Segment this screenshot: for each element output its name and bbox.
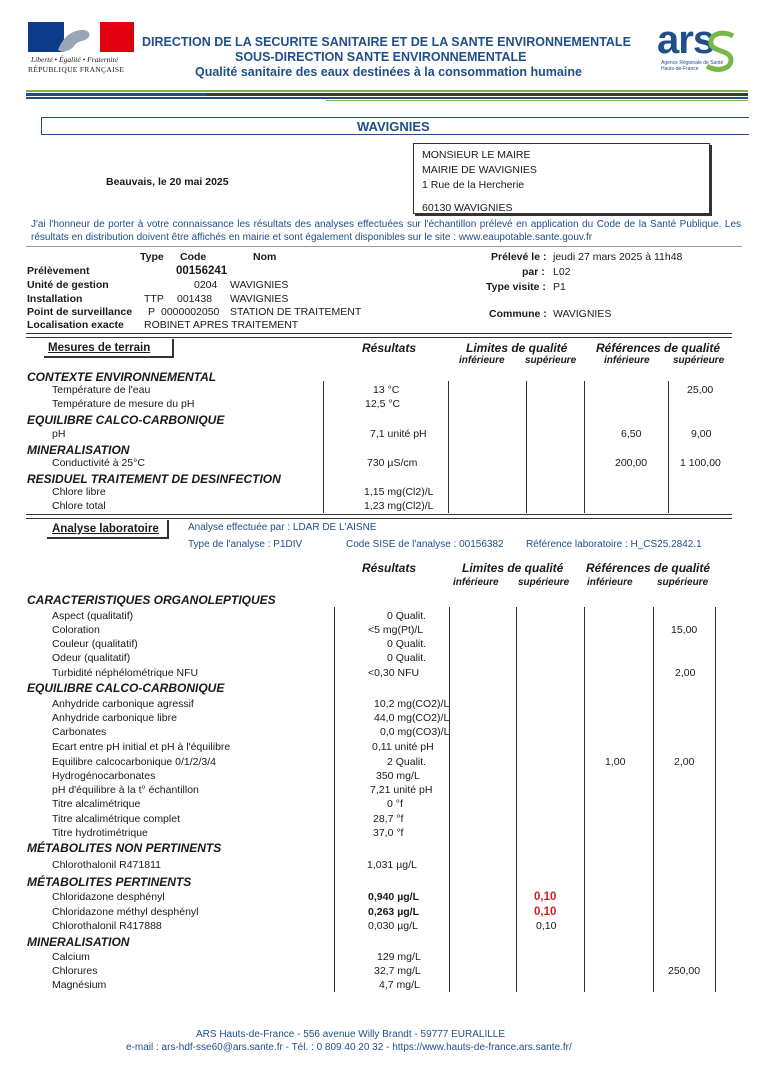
labo-row-ref-sup: 15,00 — [671, 624, 698, 636]
commune-value: WAVIGNIES — [553, 308, 612, 320]
labo-row-name: Anhydride carbonique libre — [52, 712, 177, 724]
labo-row-result: 0,0 mg(CO3)/L — [380, 726, 450, 738]
terrain-h-resultats: Résultats — [362, 341, 417, 355]
ars-sub-1: Agence Régionale de Santé — [661, 60, 724, 66]
marianne-motto: Liberté • Égalité • Fraternité — [31, 55, 118, 64]
labo-col-line — [334, 607, 335, 992]
labo-row-result: 7,21 unité pH — [370, 784, 433, 796]
labo-h-references: Références de qualité — [586, 561, 711, 575]
labo-row-result: 0 °f — [387, 798, 403, 810]
terrain-section-contexte: CONTEXTE ENVIRONNEMENTAL — [27, 370, 217, 384]
header-title-1: DIRECTION DE LA SECURITE SANITAIRE ET DE LA SANTE ENVIRONNEMENTALE — [142, 35, 631, 49]
terrain-row-ref-sup: 9,00 — [691, 428, 712, 440]
labo-row-result: 28,7 °f — [373, 813, 404, 825]
marianne-republique: RÉPUBLIQUE FRANÇAISE — [28, 65, 125, 74]
meta-h-nom: Nom — [253, 251, 277, 263]
labo-row-name: Chloridazone desphényl — [52, 891, 165, 903]
labo-row-name: Chlorothalonil R471811 — [52, 859, 161, 871]
labo-col-line — [715, 607, 716, 992]
labo-row-result: 2 Qualit. — [387, 756, 427, 768]
labo-row-result: 0,263 µg/L — [368, 906, 419, 918]
labo-h-ref-inf: inférieure — [587, 577, 633, 588]
labo-section-non-pertinents: MÉTABOLITES NON PERTINENTS — [27, 841, 222, 855]
terrain-h-ref-sup: supérieure — [673, 355, 725, 366]
labo-row-name: Titre alcalimétrique — [52, 798, 141, 810]
labo-row-result: 44,0 mg(CO2)/L — [374, 712, 450, 724]
labo-row-name: Couleur (qualitatif) — [52, 638, 138, 650]
labo-row-name: Titre alcalimétrique complet — [52, 813, 180, 825]
labo-title-box — [47, 520, 169, 539]
labo-row-result: 0,940 µg/L — [368, 891, 419, 903]
installation-code: 001438 — [177, 293, 213, 305]
date-line: Beauvais, le 20 mai 2025 — [106, 176, 229, 188]
prelevement-label: Prélèvement — [27, 265, 90, 277]
terrain-row-ref-sup: 1 100,00 — [680, 457, 721, 469]
labo-title: Analyse laboratoire — [52, 523, 159, 535]
terrain-row-result: 12,5 °C — [365, 398, 401, 410]
labo-col-line — [584, 607, 585, 992]
labo-row-result: 4,7 mg/L — [379, 979, 420, 991]
terrain-row-name: Température de mesure du pH — [52, 398, 195, 410]
ars-logo-text: ars — [657, 18, 715, 62]
marianne-logo — [28, 22, 136, 76]
labo-row-result: 37,0 °f — [373, 827, 404, 839]
visite-value: P1 — [553, 281, 566, 293]
terrain-h-ref-inf: inférieure — [604, 355, 650, 366]
address-line-3: 1 Rue de la Hercherie — [422, 179, 525, 191]
terrain-row-name: Chlore libre — [52, 486, 106, 498]
labo-row-name: Chlorures — [52, 965, 98, 977]
footer-line-2: e-mail : ars-hdf-sse60@ars.sante.fr - Tél. : 0 809 40 20 32 - https://www.hauts-de-france.ars.sante.fr/ — [126, 1042, 572, 1053]
terrain-row-result: 730 µS/cm — [367, 457, 418, 469]
labo-row-result: <0,30 NFU — [368, 667, 420, 679]
ars-s-icon — [703, 30, 739, 74]
installation-type: TTP — [144, 293, 164, 305]
header-title-2: SOUS-DIRECTION SANTE ENVIRONNEMENTALE — [235, 50, 527, 64]
terrain-section-residuel: RESIDUEL TRAITEMENT DE DESINFECTION — [27, 472, 281, 486]
labo-h-lim-sup: supérieure — [518, 577, 570, 588]
terrain-row-name: Température de l'eau — [52, 384, 151, 396]
labo-h-limites: Limites de qualité — [462, 561, 564, 575]
labo-type: Type de l'analyse : P1DIV — [188, 539, 303, 550]
labo-row-name: Coloration — [52, 624, 100, 636]
par-value: L02 — [553, 266, 571, 278]
labo-row-result: 129 mg/L — [377, 951, 421, 963]
terrain-h-lim-inf: inférieure — [459, 355, 505, 366]
labo-row-name: Ecart entre pH initial et pH à l'équilibre — [52, 741, 231, 753]
labo-row-lim-sup: 0,10 — [534, 906, 557, 918]
unite-code: 0204 — [194, 279, 218, 291]
labo-row-name: Chlorothalonil R417888 — [52, 920, 162, 932]
labo-row-result: 1,031 µg/L — [367, 859, 417, 871]
terrain-h-lim-sup: supérieure — [525, 355, 577, 366]
terrain-top-rule — [26, 333, 732, 338]
installation-label: Installation — [27, 293, 83, 305]
terrain-section-mineralisation: MINERALISATION — [27, 443, 130, 457]
terrain-title-box — [44, 339, 174, 358]
intro-text: J'ai l'honneur de porter à votre connaissance les résultats des analyses effectuées sur l'échantillon prélevé en application du Code de la Santé Publique. Les résultats en distribution doivent être affichés en mairie et sont également disponibles sur le site : www.eaupotable.sante.gouv.fr — [31, 219, 741, 243]
terrain-row-result: 7,1 unité pH — [370, 428, 427, 440]
point-nom: STATION DE TRAITEMENT — [230, 306, 362, 318]
terrain-row-result: 1,23 mg(Cl2)/L — [364, 500, 434, 512]
labo-row-result: 0 Qualit. — [387, 638, 427, 650]
labo-row-ref-sup: 2,00 — [675, 667, 696, 679]
point-label: Point de surveillance — [27, 306, 133, 318]
labo-row-result: 0,11 unité pH — [372, 741, 434, 753]
labo-section-organoleptiques: CARACTERISTIQUES ORGANOLEPTIQUES — [27, 593, 276, 607]
labo-section-mineralisation: MINERALISATION — [27, 935, 130, 949]
point-type: P — [148, 306, 156, 318]
labo-h-ref-sup: supérieure — [657, 577, 709, 588]
terrain-section-equilibre: EQUILIBRE CALCO-CARBONIQUE — [27, 413, 225, 427]
terrain-row-name: pH — [52, 428, 66, 440]
terrain-row-ref-inf: 6,50 — [621, 428, 642, 440]
labo-row-result: 10,2 mg(CO2)/L — [374, 698, 450, 710]
terrain-col-line — [668, 381, 669, 513]
footer-line-1: ARS Hauts-de-France - 556 avenue Willy Brandt - 59777 EURALILLE — [196, 1029, 506, 1040]
labo-row-name: Hydrogénocarbonates — [52, 770, 156, 782]
labo-row-name: Chloridazone méthyl desphényl — [52, 906, 199, 918]
ars-logo — [657, 18, 737, 78]
labo-col-line — [516, 607, 517, 992]
labo-sise: Code SISE de l'analyse : 00156382 — [346, 539, 504, 550]
labo-h-resultats: Résultats — [362, 561, 417, 575]
labo-row-name: Equilibre calcocarbonique 0/1/2/3/4 — [52, 756, 217, 768]
labo-col-line — [449, 607, 450, 992]
terrain-col-line — [323, 381, 324, 513]
labo-row-name: Magnésium — [52, 979, 107, 991]
meta-h-code: Code — [180, 251, 207, 263]
labo-row-ref-sup: 2,00 — [674, 756, 695, 768]
preleve-value: jeudi 27 mars 2025 à 11h48 — [553, 251, 683, 263]
address-line-2: MAIRIE DE WAVIGNIES — [422, 164, 537, 176]
labo-row-name: Carbonates — [52, 726, 107, 738]
terrain-h-limites: Limites de qualité — [466, 341, 568, 355]
labo-row-name: Anhydride carbonique agressif — [52, 698, 194, 710]
labo-effectuee: Analyse effectuée par : LDAR DE L'AISNE — [188, 522, 377, 533]
labo-row-name: Calcium — [52, 951, 90, 963]
terrain-row-result: 13 °C — [373, 384, 400, 396]
labo-row-ref-inf: 1,00 — [605, 756, 626, 768]
labo-row-name: Odeur (qualitatif) — [52, 652, 131, 664]
visite-label: Type visite : — [486, 281, 546, 293]
labo-row-result: <5 mg(Pt)/L — [368, 624, 424, 636]
labo-col-line — [653, 607, 654, 992]
localisation-label: Localisation exacte — [27, 319, 124, 331]
localisation-value: ROBINET APRES TRAITEMENT — [144, 319, 299, 331]
meta-h-type: Type — [140, 251, 164, 263]
labo-reference: Référence laboratoire : H_CS25.2842.1 — [526, 539, 702, 550]
ars-sub-2: Hauts-de-France — [661, 66, 699, 72]
labo-section-pertinents: MÉTABOLITES PERTINENTS — [27, 875, 192, 889]
labo-row-lim-sup: 0,10 — [534, 891, 557, 903]
terrain-row-result: 1,15 mg(Cl2)/L — [364, 486, 434, 498]
commune-label: Commune : — [489, 308, 547, 320]
terrain-h-references: Références de qualité — [596, 341, 721, 355]
labo-row-name: Aspect (qualitatif) — [52, 610, 134, 622]
intro-divider — [26, 246, 742, 247]
labo-row-name: pH d'équilibre à la t° échantillon — [52, 784, 199, 796]
labo-row-ref-sup: 250,00 — [668, 965, 701, 977]
terrain-title: Mesures de terrain — [48, 342, 151, 354]
header-stripe — [26, 89, 748, 103]
labo-row-result: 32,7 mg/L — [374, 965, 421, 977]
terrain-col-line — [584, 381, 585, 513]
preleve-label: Prélevé le : — [491, 251, 547, 263]
terrain-bottom-rule — [26, 514, 732, 519]
labo-row-result: 0,030 µg/L — [368, 920, 418, 932]
unite-nom: WAVIGNIES — [230, 279, 289, 291]
labo-row-result: 0 Qualit. — [387, 610, 427, 622]
commune-title: WAVIGNIES — [357, 119, 430, 134]
point-code: 0000002050 — [161, 306, 220, 318]
address-line-4: 60130 WAVIGNIES — [422, 202, 513, 214]
installation-nom: WAVIGNIES — [230, 293, 289, 305]
terrain-row-name: Conductivité à 25°C — [52, 457, 145, 469]
header-title-3: Qualité sanitaire des eaux destinées à la consommation humaine — [195, 65, 582, 79]
terrain-row-ref-inf: 200,00 — [615, 457, 648, 469]
labo-section-equilibre: EQUILIBRE CALCO-CARBONIQUE — [27, 681, 225, 695]
labo-row-result: 0 Qualit. — [387, 652, 427, 664]
prelevement-code: 00156241 — [176, 265, 228, 277]
terrain-row-ref-sup: 25,00 — [687, 384, 714, 396]
terrain-row-name: Chlore total — [52, 500, 106, 512]
unite-label: Unité de gestion — [27, 279, 109, 291]
labo-row-name: Turbidité néphélométrique NFU — [52, 667, 199, 679]
labo-row-result: 350 mg/L — [376, 770, 420, 782]
terrain-col-line — [448, 381, 449, 513]
labo-row-name: Titre hydrotimétrique — [52, 827, 148, 839]
marianne-flag-icon — [28, 22, 136, 54]
labo-h-lim-inf: inférieure — [453, 577, 499, 588]
par-label: par : — [522, 266, 545, 278]
terrain-col-line — [526, 381, 527, 513]
address-line-1: MONSIEUR LE MAIRE — [422, 149, 531, 161]
labo-row-lim-sup: 0,10 — [536, 920, 557, 932]
